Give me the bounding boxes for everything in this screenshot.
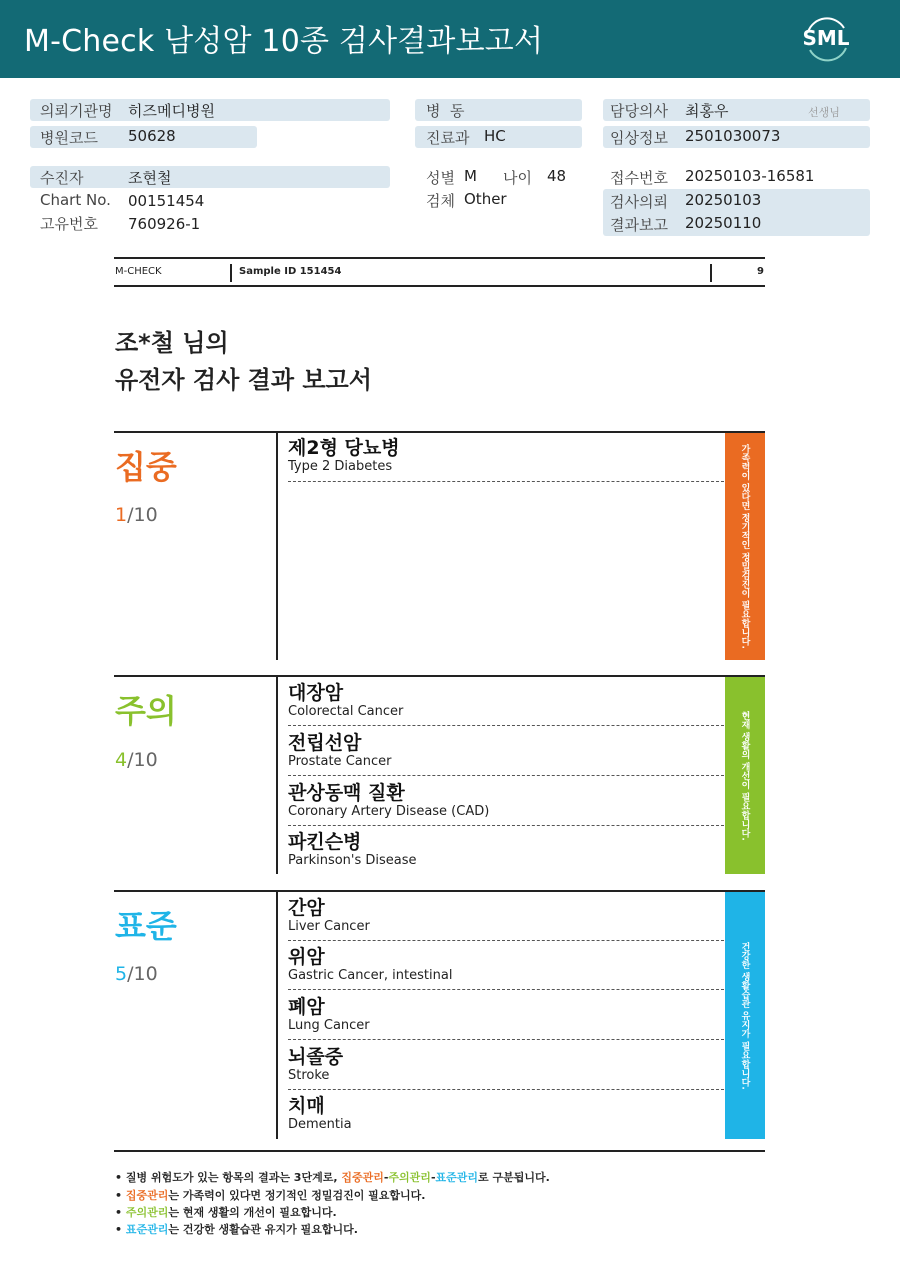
caution-side-text: 현재 생활의 개선이 필요합니다. — [739, 710, 750, 841]
ward-label: 병 동 — [426, 102, 465, 120]
caution-term: 주의관리 — [125, 1206, 169, 1219]
item-english-name: Lung Cancer — [288, 1018, 370, 1033]
doctor-suffix: 선생님 — [808, 106, 840, 119]
bullet: • — [115, 1206, 123, 1219]
focus-side-text: 가족력이 있다면 정기적인 정밀검진이 필요합니다. — [739, 444, 750, 649]
report-title: M-Check 남성암 10종 검사결과보고서 — [24, 24, 544, 59]
item-english-name: Stroke — [288, 1068, 330, 1083]
bullet: • — [115, 1189, 123, 1202]
focus-item-diabetes — [288, 437, 724, 482]
caution-item-parkinsons — [288, 831, 724, 875]
sex-value: M — [464, 167, 477, 185]
focus-category-title: 집중 — [115, 448, 177, 486]
report-top-rule — [114, 257, 765, 259]
standard-term: 표준관리 — [125, 1223, 169, 1236]
standard-term: 표준관리 — [435, 1171, 479, 1184]
sml-logo — [798, 12, 854, 66]
standard-item-dementia — [288, 1095, 724, 1139]
item-english-name: Type 2 Diabetes — [288, 459, 393, 474]
sample-id: Sample ID 151454 — [239, 266, 342, 277]
item-korean-name: 전립선암 — [288, 732, 362, 754]
footnote-1 — [115, 1169, 550, 1185]
item-korean-name: 간암 — [288, 897, 325, 919]
specimen-value: Other — [464, 190, 507, 208]
doctor-label: 담당의사 — [610, 102, 668, 120]
caution-count-number: 4 — [115, 749, 128, 771]
caution-term: 주의관리 — [388, 1171, 431, 1184]
footnote-3-text: 는 현재 생활의 개선이 필요합니다. — [168, 1206, 337, 1219]
specimen-label: 검체 — [426, 192, 455, 210]
unique-no-label: 고유번호 — [40, 215, 98, 233]
focus-count-number: 1 — [115, 504, 128, 526]
standard-section-rule — [114, 890, 765, 892]
item-english-name: Gastric Cancer, intestinal — [288, 968, 453, 983]
item-korean-name: 뇌졸중 — [288, 1046, 344, 1068]
standard-count-total: /10 — [127, 963, 158, 985]
caution-category-count — [115, 749, 158, 771]
focus-section-rule — [114, 431, 765, 433]
age-value: 48 — [547, 167, 567, 185]
caution-column-rule — [276, 676, 278, 874]
institution-value: 히즈메디병원 — [128, 102, 215, 120]
standard-column-rule — [276, 891, 278, 1139]
separator: - — [430, 1171, 436, 1184]
standard-count-number: 5 — [115, 963, 128, 985]
sex-label: 성별 — [426, 169, 455, 187]
request-date-label: 검사의뢰 — [610, 193, 668, 211]
chart-no-label: Chart No. — [40, 191, 111, 209]
meta-divider-1 — [230, 264, 232, 282]
report-date-value: 20250110 — [685, 214, 762, 232]
caution-item-prostate — [288, 732, 724, 776]
footnote-4 — [115, 1221, 358, 1237]
bullet: • — [115, 1171, 123, 1184]
item-english-name: Colorectal Cancer — [288, 704, 404, 719]
greeting-name: 조*철 님의 — [115, 329, 229, 357]
footnote-2-text: 는 가족력이 있다면 정기적인 정밀검진이 필요합니다. — [168, 1189, 426, 1202]
caution-side-bar — [725, 677, 765, 874]
report-header-bar — [0, 0, 900, 78]
focus-category-count — [115, 504, 158, 526]
item-korean-name: 파킨슨병 — [288, 831, 362, 853]
bottom-rule — [114, 1150, 765, 1152]
focus-count-total: /10 — [127, 504, 158, 526]
report-sub-rule — [114, 285, 765, 287]
patient-row-bg — [30, 166, 390, 188]
item-korean-name: 위암 — [288, 946, 325, 968]
item-english-name: Parkinson's Disease — [288, 853, 417, 868]
focus-column-rule — [276, 432, 278, 660]
report-date-label: 결과보고 — [610, 216, 668, 234]
patient-label: 수진자 — [40, 169, 84, 187]
standard-item-gastric — [288, 946, 724, 990]
doctor-value: 최홍우 — [685, 102, 729, 120]
clinical-label: 임상정보 — [610, 129, 668, 147]
hospital-code-label: 병원코드 — [40, 129, 98, 147]
standard-side-text: 건강한 생활습관 유지가 필요합니다. — [739, 941, 750, 1090]
standard-category-title: 표준 — [115, 907, 177, 945]
bullet: • — [115, 1223, 123, 1236]
item-korean-name: 폐암 — [288, 996, 325, 1018]
focus-term: 집중관리 — [125, 1189, 169, 1202]
page-number: 9 — [757, 266, 764, 277]
standard-item-stroke — [288, 1046, 724, 1090]
greeting-title: 유전자 검사 결과 보고서 — [115, 366, 372, 394]
chart-no-value: 00151454 — [128, 192, 205, 210]
caution-section-rule — [114, 675, 765, 677]
standard-item-liver — [288, 897, 724, 941]
item-english-name: Liver Cancer — [288, 919, 370, 934]
age-label: 나이 — [503, 169, 532, 187]
caution-category-title: 주의 — [115, 692, 177, 730]
dept-value: HC — [484, 127, 506, 145]
sml-logo-text: SML — [802, 26, 850, 50]
dept-label: 진료과 — [426, 129, 470, 147]
item-korean-name: 관상동맥 질환 — [288, 782, 405, 804]
institution-label: 의뢰기관명 — [40, 102, 113, 120]
unique-no-value: 760926-1 — [128, 215, 201, 233]
footnote-2 — [115, 1187, 426, 1203]
footnote-1-text: 질병 위험도가 있는 항목의 결과는 3단계로, — [125, 1171, 342, 1184]
item-korean-name: 제2형 당뇨병 — [288, 437, 400, 459]
caution-item-cad — [288, 782, 724, 826]
standard-side-bar — [725, 892, 765, 1139]
footnote-4-text: 는 건강한 생활습관 유지가 필요합니다. — [168, 1223, 358, 1236]
caution-count-total: /10 — [127, 749, 158, 771]
clinical-value: 2501030073 — [685, 127, 781, 145]
item-english-name: Prostate Cancer — [288, 754, 392, 769]
product-code: M-CHECK — [115, 266, 162, 277]
patient-value: 조현철 — [128, 169, 172, 187]
focus-term: 집중관리 — [341, 1171, 384, 1184]
item-english-name: Coronary Artery Disease (CAD) — [288, 804, 490, 819]
request-date-value: 20250103 — [685, 191, 762, 209]
standard-category-count — [115, 963, 158, 985]
item-english-name: Dementia — [288, 1117, 352, 1132]
standard-item-lung — [288, 996, 724, 1040]
receipt-label: 접수번호 — [610, 169, 668, 187]
separator: - — [383, 1171, 389, 1184]
caution-item-colorectal — [288, 682, 724, 726]
footnote-1-tail: 로 구분됩니다. — [478, 1171, 550, 1184]
receipt-value: 20250103-16581 — [685, 167, 815, 185]
hospital-code-value: 50628 — [128, 127, 176, 145]
meta-divider-2 — [710, 264, 712, 282]
item-korean-name: 대장암 — [288, 682, 344, 704]
footnote-3 — [115, 1204, 337, 1220]
item-korean-name: 치매 — [288, 1095, 325, 1117]
focus-side-bar — [725, 433, 765, 660]
